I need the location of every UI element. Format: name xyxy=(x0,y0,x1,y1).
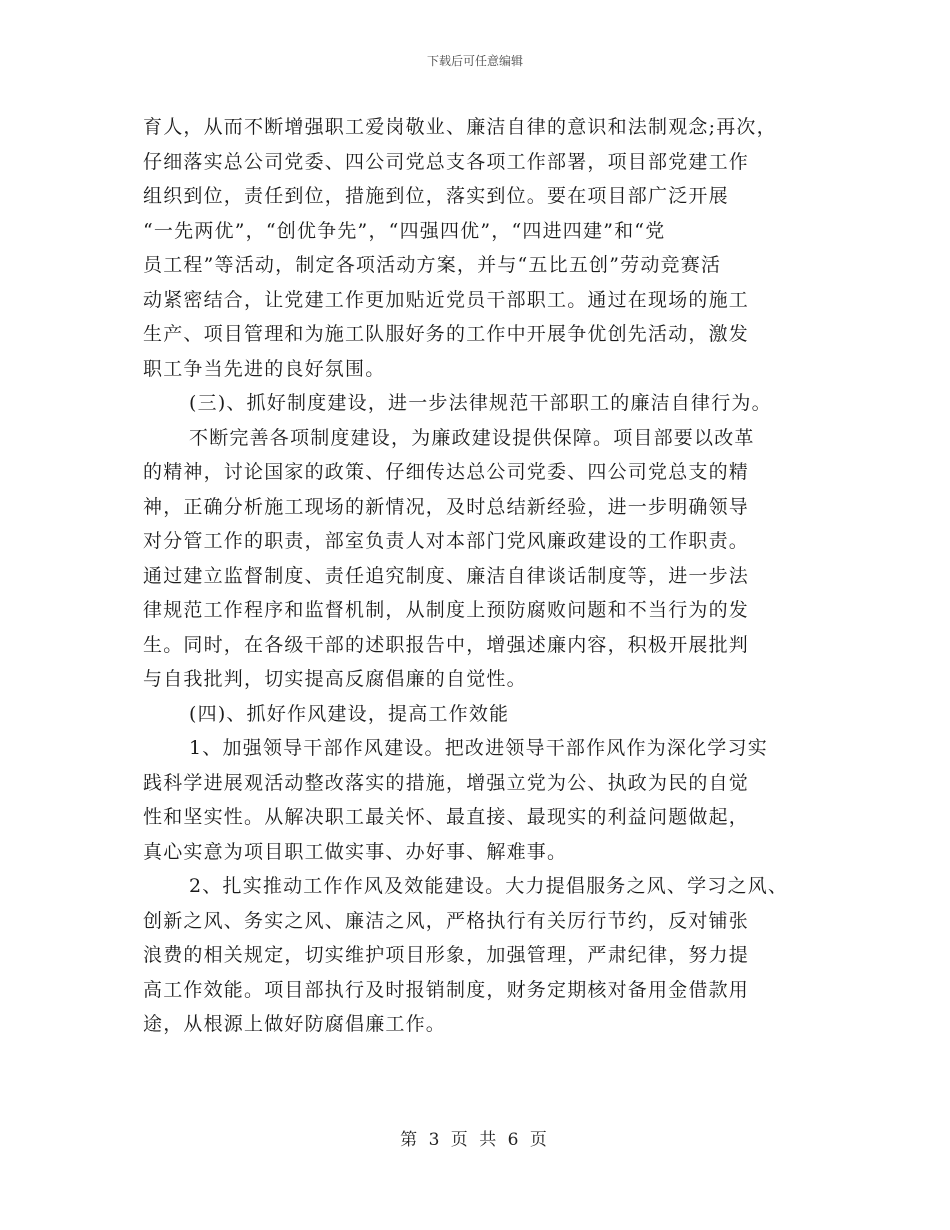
paragraph-start: 不断完善各项制度建设，为廉政建设提供保障。项目部要以改革 xyxy=(189,426,755,449)
document-body xyxy=(143,110,833,1042)
body-line: 践科学进展观活动整改落实的措施，增强立党为公、执政为民的自觉 xyxy=(143,771,750,794)
section-heading: (四)、抓好作风建设，提高工作效能 xyxy=(189,702,510,725)
body-line: 高工作效能。项目部执行及时报销制度，财务定期核对备用金借款用 xyxy=(143,978,750,1001)
body-line: 律规范工作程序和监督机制，从制度上预防腐败问题和不当行为的发 xyxy=(143,599,750,621)
body-line: “一先两优”，“创优争先”，“四强四优”，“四进四建”和“党 xyxy=(143,219,666,242)
section-heading: (三)、抓好制度建设，进一步法律规范干部职工的廉洁自律行为。 xyxy=(189,392,772,414)
page-number-footer: 第 3 页 共 6 页 xyxy=(400,1130,550,1150)
body-line: 对分管工作的职责，部室负责人对本部门党风廉政建设的工作职责。 xyxy=(143,530,750,552)
body-line: 组织到位，责任到位，措施到位，落实到位。要在项目部广泛开展 xyxy=(143,185,729,207)
body-line: 育人，从而不断增强职工爱岗敬业、廉洁自律的意识和法制观念;再次， xyxy=(143,116,777,138)
body-line: 性和坚实性。从解决职工最关怀、最直接、最现实的利益问题做起， xyxy=(143,806,750,828)
body-line: 通过建立监督制度、责任追究制度、廉洁自律谈话制度等，进一步法 xyxy=(143,564,750,587)
body-line: 动紧密结合，让党建工作更加贴近党员干部职工。通过在现场的施工 xyxy=(143,288,750,311)
paragraph-start: 2、扎实推动工作作风及效能建设。大力提倡服务之风、学习之风、 xyxy=(189,875,789,897)
body-line: 的精神，讨论国家的政策、仔细传达总公司党委、四公司党总支的精 xyxy=(143,461,750,483)
body-line: 生产、项目管理和为施工队服好务的工作中开展争优创先活动，激发 xyxy=(143,323,750,345)
body-line: 职工争当先进的良好氛围。 xyxy=(143,357,386,380)
body-line: 途，从根源上做好防腐倡廉工作。 xyxy=(143,1013,447,1035)
body-line: 创新之风、务实之风、廉洁之风，严格执行有关厉行节约，反对铺张 xyxy=(143,909,750,932)
body-line: 员工程”等活动，制定各项活动方案，并与“五比五创”劳动竞赛活 xyxy=(143,254,722,276)
body-line: 仔细落实总公司党委、四公司党总支各项工作部署，项目部党建工作 xyxy=(143,150,750,173)
page-header-note: 下载后可任意编辑 xyxy=(426,54,523,68)
body-line: 与自我批判，切实提高反腐倡廉的自觉性。 xyxy=(143,668,527,690)
body-line: 神，正确分析施工现场的新情况，及时总结新经验，进一步明确领导 xyxy=(143,495,750,518)
body-line: 生。同时，在各级干部的述职报告中，增强述廉内容，积极开展批判 xyxy=(143,633,750,656)
paragraph-start: 1、加强领导干部作风建设。把改进领导干部作风作为深化学习实 xyxy=(189,737,768,759)
body-line: 真心实意为项目职工做实事、办好事、解难事。 xyxy=(143,840,568,863)
body-line: 浪费的相关规定，切实维护项目形象，加强管理，严肃纪律，努力提 xyxy=(143,944,750,966)
